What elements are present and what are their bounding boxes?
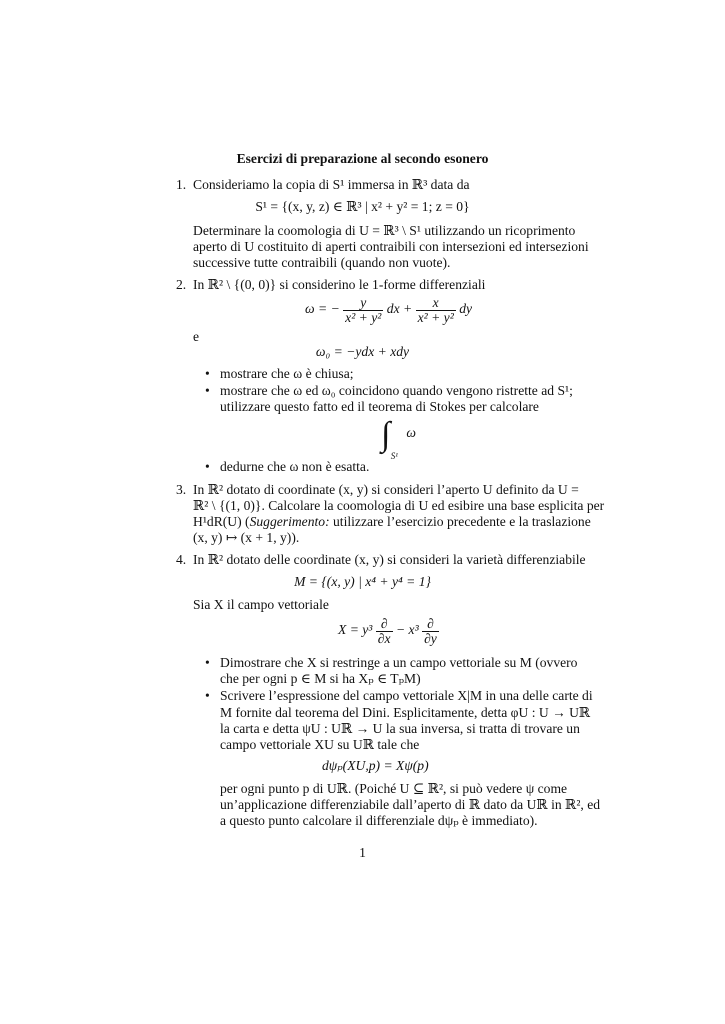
exercise-4-final-line-3: a questo punto calcolare il differenziale dψₚ è immediato). xyxy=(220,813,538,828)
pushforward-formula: dψₚ(XU,p) = Xψ(p) xyxy=(322,758,429,773)
integral-domain: S¹ xyxy=(390,451,398,461)
exercise-1-intro: Consideriamo la copia di S¹ immersa in ℝ³ data da xyxy=(193,177,470,192)
exercise-2-intro: In ℝ² \ {(0, 0)} si considerino le 1-forme differenziali xyxy=(193,277,486,292)
omega-numerator-2: x xyxy=(416,296,456,311)
exercise-4-number: 4. xyxy=(176,552,187,567)
exercise-4-bullet-2-line-2: M fornite dal teorema del Dini. Esplicitamente, detta φU : U → Uℝ xyxy=(220,705,591,720)
exercise-3-line-4: (x, y) ↦ (x + 1, y)). xyxy=(193,530,300,545)
omega-denominator-2: x² + y² xyxy=(417,309,454,325)
field-numerator-2: ∂ xyxy=(422,617,439,632)
page-number: 1 xyxy=(359,845,366,860)
omega-numerator-1: y xyxy=(343,296,383,311)
exercise-3-line-2: ℝ² \ {(1, 0)}. Calcolare la coomologia di U ed esibire una base esplicita per xyxy=(193,498,605,513)
exercise-2-bullet-2-line-2: utilizzare questo fatto ed il teorema di Stokes per calcolare xyxy=(220,399,539,414)
bullet-icon: • xyxy=(205,688,210,703)
omega-formula xyxy=(305,296,472,324)
omega-end: dy xyxy=(459,301,473,317)
field-lhs: X = y³ xyxy=(338,622,373,638)
exercise-2-bullet-2-line-1: mostrare che ω ed ω₀ coincidono quando vengono ristrette ad S¹; xyxy=(220,383,573,398)
exercise-4-final-line-2: un’applicazione differenziabile dall’aperto di ℝ dato da Uℝ in ℝ², ed xyxy=(220,797,601,812)
exercise-4-bullet-2-line-1: Scrivere l’espressione del campo vettoriale X|M in una delle carte di xyxy=(220,688,593,703)
vector-field-formula xyxy=(338,617,439,645)
exercise-3-hint-label: Suggerimento: xyxy=(249,514,330,529)
manifold-formula: M = {(x, y) | x⁴ + y⁴ = 1} xyxy=(294,574,431,589)
field-fraction-2 xyxy=(422,617,439,645)
bullet-icon: • xyxy=(205,655,210,670)
conjunction-e: e xyxy=(193,329,200,344)
exercise-2-bullet-1: mostrare che ω è chiusa; xyxy=(220,366,354,381)
integral-icon: ∫ xyxy=(381,416,391,453)
omega-fraction-2 xyxy=(416,296,456,324)
bullet-icon: • xyxy=(205,366,210,381)
exercise-3-line-3-b: utilizzare l’esercizio precedente e la traslazione xyxy=(329,514,591,529)
omega-middle: dx + xyxy=(386,301,413,317)
exercise-3-line-3 xyxy=(193,515,591,529)
exercise-4-bullet-1-line-1: Dimostrare che X si restringe a un campo vettoriale su M (ovvero xyxy=(220,655,578,670)
field-denominator-2: ∂y xyxy=(424,630,437,646)
exercise-2-number: 2. xyxy=(176,277,187,292)
bullet-icon: • xyxy=(205,383,210,398)
exercise-1-number: 1. xyxy=(176,177,187,192)
omega0-formula: ω₀ = −ydx + xdy xyxy=(315,344,410,359)
field-middle: − x³ xyxy=(395,622,419,638)
exercise-1-text-line-1: Determinare la coomologia di U = ℝ³ \ S¹ utilizzando un ricoprimento xyxy=(193,223,576,238)
exercise-4-bullet-2-line-3: la carta e detta ψU : Uℝ → U la sua inversa, si tratta di trovare un xyxy=(220,721,580,736)
exercise-3-line-1: In ℝ² dotato di coordinate (x, y) si consideri l’aperto U definito da U = xyxy=(193,482,579,497)
exercise-4-bullet-1-line-2: che per ogni p ∈ M si ha Xₚ ∈ TₚM) xyxy=(220,671,421,686)
exercise-4-intro: In ℝ² dotato delle coordinate (x, y) si consideri la varietà differenziabile xyxy=(193,552,586,567)
bullet-icon: • xyxy=(205,459,210,474)
omega-fraction-1 xyxy=(343,296,383,324)
page-title: Esercizi di preparazione al secondo esonero xyxy=(236,151,489,166)
exercise-1-formula: S¹ = {(x, y, z) ∈ ℝ³ | x² + y² = 1; z = 0} xyxy=(255,199,470,214)
field-fraction-1 xyxy=(376,617,393,645)
field-denominator-1: ∂x xyxy=(377,630,391,646)
integral-body: ω xyxy=(406,425,416,440)
exercise-1-text-line-2: aperto di U costituito di aperti contraibili con intersezioni ed intersezioni xyxy=(193,239,589,254)
field-intro: Sia X il campo vettoriale xyxy=(193,597,329,612)
field-numerator-1: ∂ xyxy=(376,617,393,632)
exercise-2-bullet-3: dedurne che ω non è esatta. xyxy=(220,459,370,474)
exercise-1-text-line-3: successive tutte contraibili (quando non vuote). xyxy=(193,255,451,270)
exercise-3-number: 3. xyxy=(176,482,187,497)
exercise-3-line-3-a: H¹dR(U) ( xyxy=(193,514,250,529)
omega-denominator-1: x² + y² xyxy=(345,309,382,325)
integral-expression xyxy=(381,416,416,461)
omega-lhs: ω = − xyxy=(305,301,340,317)
exercise-4-final-line-1: per ogni punto p di Uℝ. (Poiché U ⊆ ℝ², si può vedere ψ come xyxy=(220,781,568,796)
exercise-4-bullet-2-line-4: campo vettoriale XU su Uℝ tale che xyxy=(220,737,420,752)
